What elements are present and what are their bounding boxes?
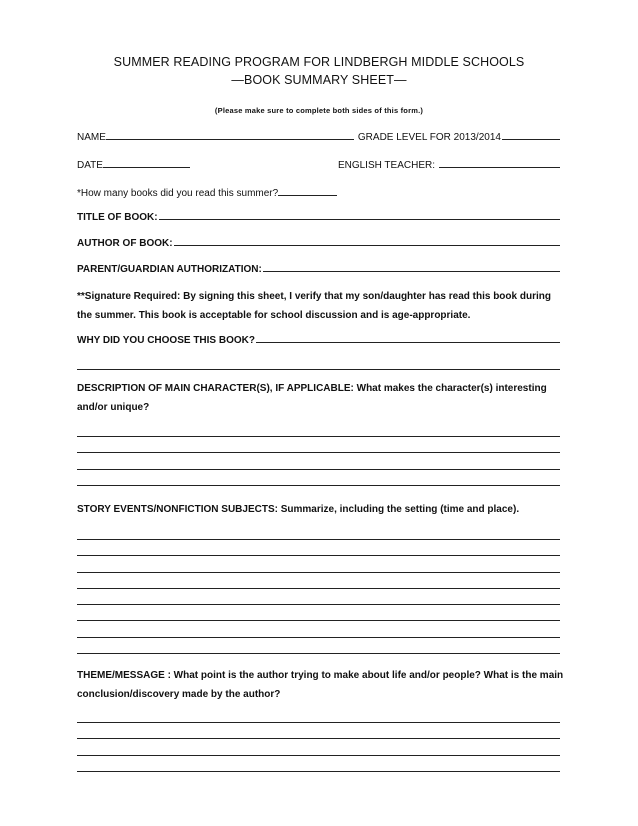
title-of-book-field[interactable] (159, 210, 560, 220)
theme-prompt: THEME/MESSAGE : What point is the author trying to make about life and/or people? What is the main conclusion/discovery made by the author? (77, 670, 564, 700)
instructions-note: (Please make sure to complete both sides of this form.) (214, 106, 424, 115)
name-field[interactable] (106, 130, 354, 140)
page-title: SUMMER READING PROGRAM FOR LINDBERGH MIDDLE SCHOOLS (113, 55, 525, 69)
character-prompt: DESCRIPTION OF MAIN CHARACTER(S), IF APPLICABLE: What makes the character(s) interesting and/or unique? (77, 383, 547, 413)
theme-answer-line[interactable] (77, 738, 560, 739)
story-answer-line[interactable] (77, 637, 560, 638)
character-answer-line[interactable] (77, 469, 560, 470)
name-grade-row (77, 130, 560, 143)
character-answer-line[interactable] (77, 452, 560, 453)
author-label: AUTHOR OF BOOK: (77, 238, 173, 249)
story-answer-line[interactable] (77, 604, 560, 605)
story-answer-line[interactable] (77, 620, 560, 621)
teacher-field[interactable] (439, 158, 560, 168)
books-count-field[interactable] (278, 186, 337, 196)
author-field[interactable] (174, 236, 560, 246)
story-prompt: STORY EVENTS/NONFICTION SUBJECTS: Summarize, including the setting (time and place). (77, 504, 520, 515)
books-count-label: *How many books did you read this summer? (77, 188, 279, 199)
parent-auth-field[interactable] (263, 262, 560, 272)
story-answer-line[interactable] (77, 555, 560, 556)
theme-answer-line[interactable] (77, 755, 560, 756)
parent-auth-label: PARENT/GUARDIAN AUTHORIZATION: (77, 264, 262, 275)
theme-answer-line[interactable] (77, 771, 560, 772)
date-label: DATE (77, 160, 103, 171)
theme-answer-line[interactable] (77, 722, 560, 723)
date-field[interactable] (103, 158, 190, 168)
character-answer-line[interactable] (77, 485, 560, 486)
name-label: NAME (77, 132, 106, 143)
books-count-row (77, 186, 560, 199)
why-answer-line[interactable] (77, 369, 560, 370)
why-row (77, 333, 560, 346)
story-answer-line[interactable] (77, 572, 560, 573)
grade-field[interactable] (502, 130, 560, 140)
story-answer-line[interactable] (77, 588, 560, 589)
why-label: WHY DID YOU CHOOSE THIS BOOK? (77, 335, 255, 346)
signature-note: **Signature Required: By signing this sheet, I verify that my son/daughter has read this book during the summer. This book is acceptable for school discussion and is age-appropriate. (77, 291, 551, 321)
title-of-book-label: TITLE OF BOOK: (77, 212, 158, 223)
page-subtitle: —BOOK SUMMARY SHEET— (231, 73, 407, 87)
teacher-label: ENGLISH TEACHER: (337, 160, 435, 171)
grade-label: GRADE LEVEL FOR 2013/2014 (357, 132, 501, 143)
date-teacher-row (77, 158, 560, 171)
title-of-book-row (77, 210, 560, 223)
why-field[interactable] (256, 333, 560, 343)
story-answer-line[interactable] (77, 539, 560, 540)
character-answer-line[interactable] (77, 436, 560, 437)
story-answer-line[interactable] (77, 653, 560, 654)
parent-auth-row (77, 262, 560, 275)
author-row (77, 236, 560, 249)
